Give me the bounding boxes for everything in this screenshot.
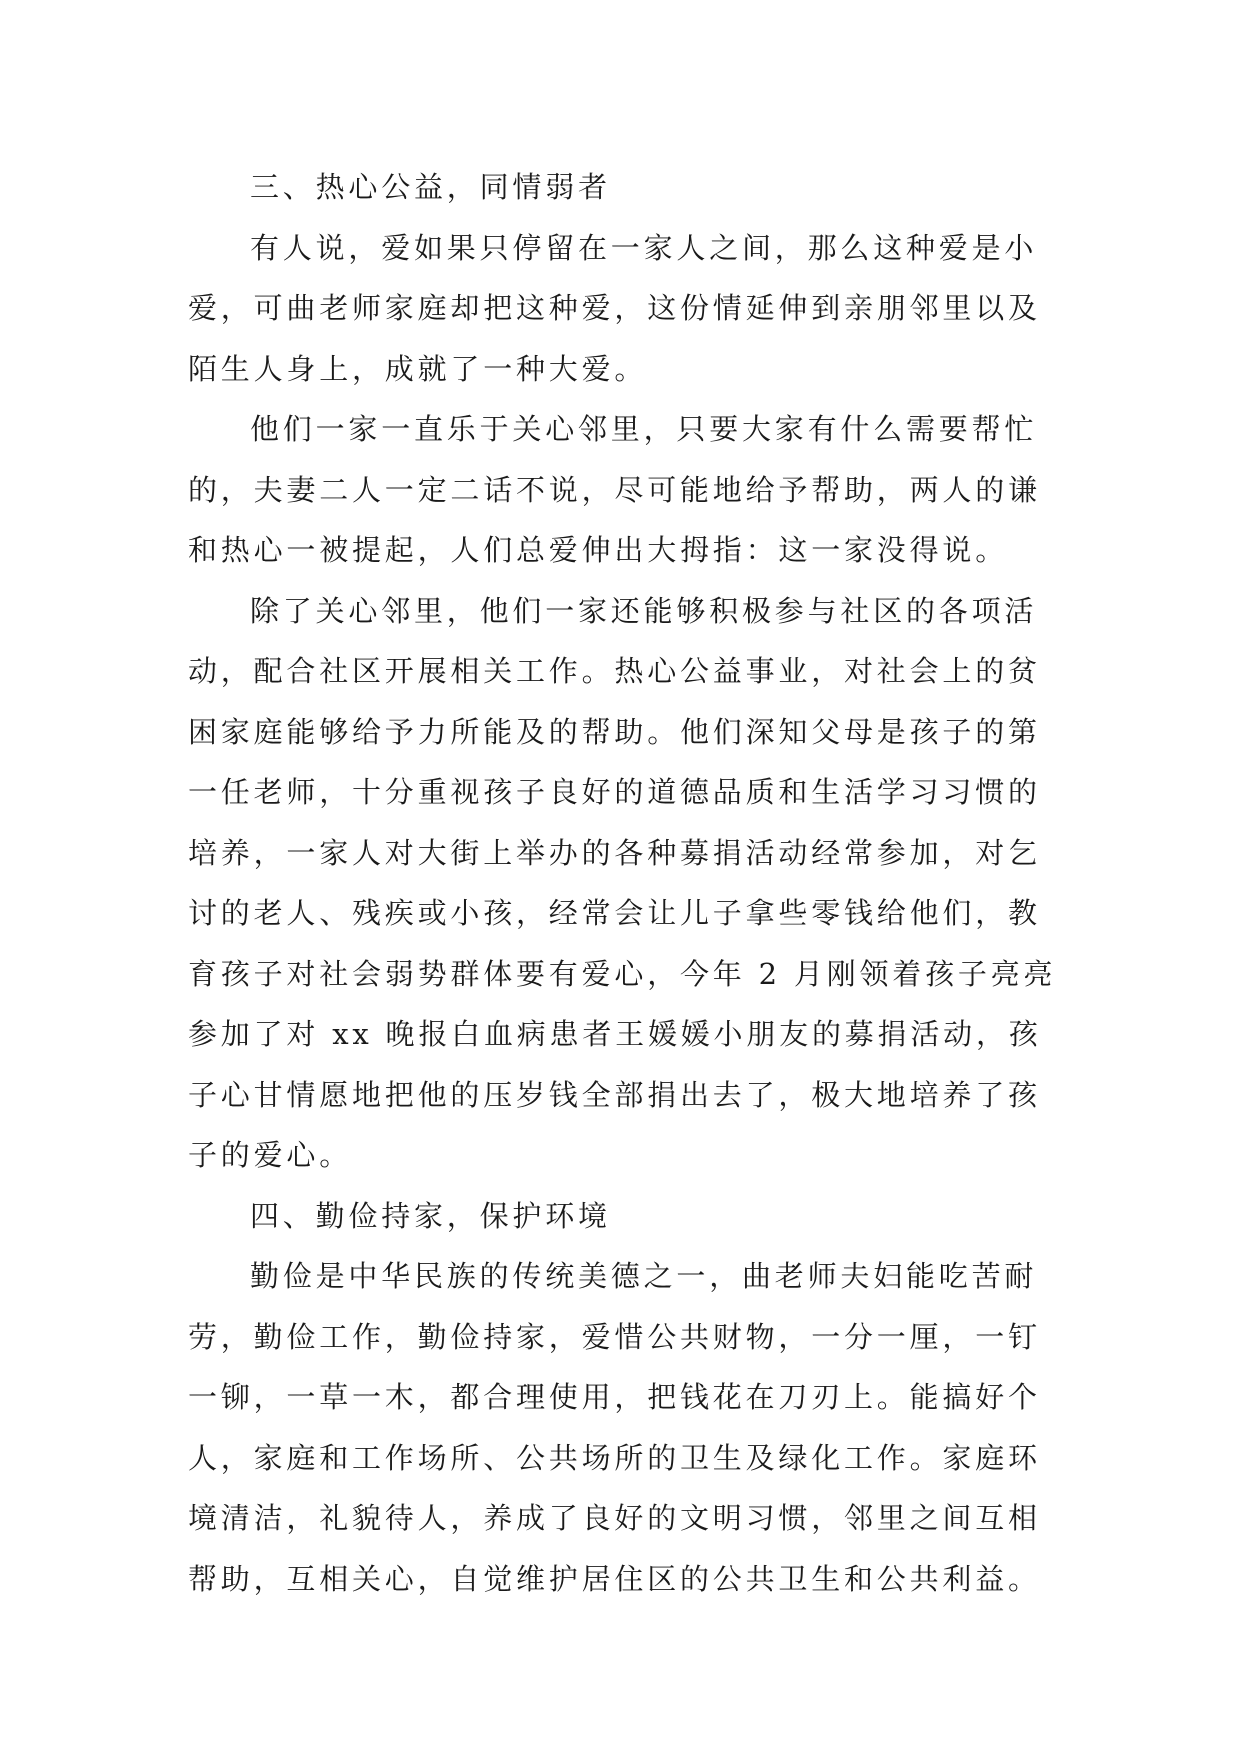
paragraph-line: 勤俭是中华民族的传统美德之一，曲老师夫妇能吃苦耐 xyxy=(250,1259,1038,1293)
paragraph-line: 的，夫妻二人一定二话不说，尽可能地给予帮助，两人的谦 xyxy=(188,472,1041,507)
paragraph-line: 参加了对 xx 晚报白血病患者王媛媛小朋友的募捐活动，孩 xyxy=(188,1017,1042,1051)
paragraph-line: 人，家庭和工作场所、公共场所的卫生及绿化工作。家庭环 xyxy=(188,1440,1041,1475)
paragraph-line: 困家庭能够给予力所能及的帮助。他们深知父母是孩子的第 xyxy=(188,714,1041,749)
paragraph-line: 和热心一被提起，人们总爱伸出大拇指：这一家没得说。 xyxy=(188,533,1009,567)
paragraph-line: 帮助，互相关心，自觉维护居住区的公共卫生和公共利益。 xyxy=(188,1561,1041,1596)
paragraph-line: 动，配合社区开展相关工作。热心公益事业，对社会上的贫 xyxy=(188,654,1041,688)
paragraph-line: 一任老师，十分重视孩子良好的道德品质和生活学习习惯的 xyxy=(188,775,1041,809)
paragraph-line: 育孩子对社会弱势群体要有爱心，今年 2 月刚领着孩子亮亮 xyxy=(188,956,1057,991)
document-page xyxy=(188,157,1058,1609)
paragraph-line: 子心甘情愿地把他的压岁钱全部捐出去了，极大地培养了孩 xyxy=(188,1077,1041,1112)
paragraph-line: 除了关心邻里，他们一家还能够积极参与社区的各项活 xyxy=(250,593,1038,628)
section-heading-3: 三、热心公益，同情弱者 xyxy=(250,170,611,204)
paragraph-line: 陌生人身上，成就了一种大爱。 xyxy=(188,351,648,386)
paragraph-line: 培养，一家人对大街上举办的各种募捐活动经常参加，对乞 xyxy=(188,835,1041,870)
paragraph-line: 有人说，爱如果只停留在一家人之间，那么这种爱是小 xyxy=(250,230,1038,265)
paragraph-line: 境清洁，礼貌待人，养成了良好的文明习惯，邻里之间互相 xyxy=(188,1501,1041,1535)
paragraph-line: 子的爱心。 xyxy=(188,1138,353,1172)
section-heading-4: 四、勤俭持家，保护环境 xyxy=(250,1198,611,1233)
paragraph-line: 讨的老人、残疾或小孩，经常会让儿子拿些零钱给他们，教 xyxy=(188,896,1041,930)
paragraph-line: 一铆，一草一木，都合理使用，把钱花在刀刃上。能搞好个 xyxy=(188,1380,1041,1414)
paragraph-line: 他们一家一直乐于关心邻里，只要大家有什么需要帮忙 xyxy=(250,412,1038,446)
paragraph-line: 劳，勤俭工作，勤俭持家，爱惜公共财物，一分一厘，一钉 xyxy=(188,1319,1041,1354)
paragraph-line: 爱，可曲老师家庭却把这种爱，这份情延伸到亲朋邻里以及 xyxy=(188,291,1041,325)
